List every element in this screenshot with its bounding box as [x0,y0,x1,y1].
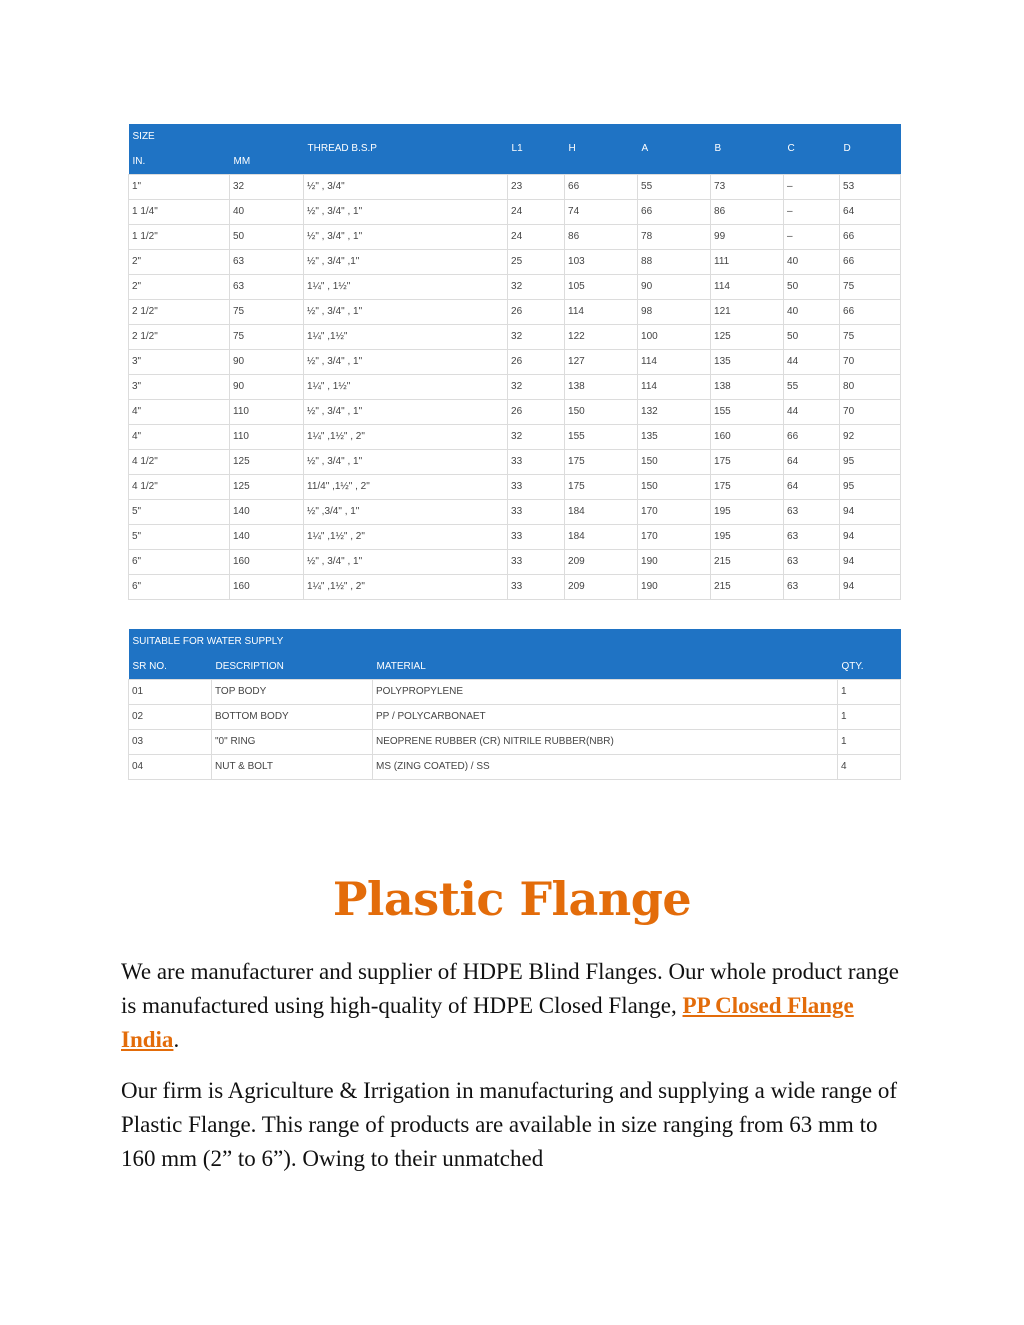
table-cell: ½" , 3/4" [304,174,508,199]
table-cell: 66 [638,199,711,224]
table-cell: 160 [711,424,784,449]
table-cell: POLYPROPYLENE [373,679,838,704]
table-cell: 23 [508,174,565,199]
table-cell: 4" [129,399,230,424]
table-cell: 114 [565,299,638,324]
table-cell: 4 1/2" [129,474,230,499]
table-cell: 63 [230,249,304,274]
table-cell: 170 [638,499,711,524]
table-cell: 26 [508,349,565,374]
table-cell: 90 [230,349,304,374]
table-cell: ½" ,3/4" , 1" [304,499,508,524]
table-cell: 1¼" ,1½" , 2" [304,424,508,449]
table-cell: 55 [784,374,840,399]
table-cell: ½" , 3/4" , 1" [304,449,508,474]
table-cell: 03 [129,729,212,754]
table-cell: ½" , 3/4" ,1" [304,249,508,274]
table-cell: 63 [784,574,840,599]
table-cell: 195 [711,524,784,549]
table-cell: 64 [784,449,840,474]
table-cell: 33 [508,499,565,524]
table-row [129,249,901,274]
table-cell: 95 [840,474,901,499]
table-cell: 209 [565,549,638,574]
table-cell: 55 [638,174,711,199]
flange-dimensions-table [128,124,901,600]
table-cell: 215 [711,549,784,574]
table-cell: BOTTOM BODY [212,704,373,729]
table-cell: 2 1/2" [129,299,230,324]
pp-closed-flange-link[interactable]: PP Closed Flange India [121,993,854,1052]
table-cell: 1 [838,704,901,729]
table-cell: 32 [230,174,304,199]
table-cell: 4 [838,754,901,779]
table-cell: 40 [230,199,304,224]
table-row [129,274,901,299]
table-cell: 138 [711,374,784,399]
table-row [129,374,901,399]
table-cell: 26 [508,299,565,324]
table-row [129,349,901,374]
table-row [129,704,901,729]
flange-parts-body [129,679,901,779]
table-cell: 5" [129,499,230,524]
d-header: D [840,124,901,174]
table-cell: 11/4" ,1½" , 2" [304,474,508,499]
table-cell: 94 [840,499,901,524]
table-cell: 32 [508,374,565,399]
table-cell: 78 [638,224,711,249]
table-cell: 110 [230,424,304,449]
table-cell: 94 [840,574,901,599]
table-cell: NUT & BOLT [212,754,373,779]
table-row [129,729,901,754]
table-cell: 32 [508,324,565,349]
table-cell: ½" , 3/4" , 1" [304,549,508,574]
table-cell: 80 [840,374,901,399]
table-cell: – [784,199,840,224]
table-row [129,549,901,574]
table-cell: 90 [638,274,711,299]
table-cell: – [784,224,840,249]
table-cell: 70 [840,399,901,424]
table-row [129,499,901,524]
table-cell: 63 [230,274,304,299]
table-cell: 184 [565,499,638,524]
table-cell: 160 [230,549,304,574]
table-cell: 24 [508,199,565,224]
table-cell: 1¼" ,1½" , 2" [304,574,508,599]
table-cell: 190 [638,549,711,574]
table-cell: 103 [565,249,638,274]
table-cell: 1 1/4" [129,199,230,224]
table-row [129,424,901,449]
table-cell: 2 1/2" [129,324,230,349]
table-row [129,399,901,424]
table-cell: 105 [565,274,638,299]
table-cell: 2" [129,249,230,274]
table-cell: 86 [711,199,784,224]
table-cell: 33 [508,549,565,574]
table-cell: 114 [638,349,711,374]
table-cell: 110 [230,399,304,424]
table-cell: NEOPRENE RUBBER (CR) NITRILE RUBBER(NBR) [373,729,838,754]
table-cell: 50 [784,274,840,299]
table-row [129,474,901,499]
table-cell: 3" [129,374,230,399]
table-cell: 33 [508,574,565,599]
description-header: DESCRIPTION [212,654,373,679]
table-cell: 170 [638,524,711,549]
table-cell: 6" [129,549,230,574]
table-cell: 40 [784,299,840,324]
table-cell: 74 [565,199,638,224]
intro-paragraph [121,955,911,1057]
table-cell: 175 [711,449,784,474]
table-cell: 1 [838,729,901,754]
table-cell: 66 [840,299,901,324]
table-cell: 195 [711,499,784,524]
l1-header: L1 [508,124,565,174]
table-row [129,679,901,704]
table-cell: 1¼" ,1½" [304,324,508,349]
table-row [129,324,901,349]
parts-caption: SUITABLE FOR WATER SUPPLY [129,629,901,654]
table-cell: 132 [638,399,711,424]
table-row [129,524,901,549]
table-cell: TOP BODY [212,679,373,704]
table-row [129,174,901,199]
table-cell: 64 [784,474,840,499]
table-row [129,299,901,324]
table-cell: 73 [711,174,784,199]
table-cell: – [784,174,840,199]
table-cell: 64 [840,199,901,224]
table-cell: 125 [230,474,304,499]
table-cell: 90 [230,374,304,399]
a-header: A [638,124,711,174]
table-cell: 135 [711,349,784,374]
table-cell: 66 [565,174,638,199]
table-cell: 66 [840,224,901,249]
table-cell: 01 [129,679,212,704]
table-cell: 95 [840,449,901,474]
table-cell: 100 [638,324,711,349]
table-cell: 155 [565,424,638,449]
table-cell: 1 1/2" [129,224,230,249]
table-cell: 1¼" , 1½" [304,274,508,299]
table-cell: 175 [565,449,638,474]
table-cell: 75 [840,274,901,299]
table-cell: 138 [565,374,638,399]
table-cell: 33 [508,449,565,474]
table-row [129,199,901,224]
size-header: SIZE [129,124,304,149]
table-cell: 66 [784,424,840,449]
table-cell: 1¼" , 1½" [304,374,508,399]
table-cell: ½" , 3/4" , 1" [304,299,508,324]
table-cell: 94 [840,524,901,549]
table-cell: ½" , 3/4" , 1" [304,199,508,224]
table-cell: 175 [565,474,638,499]
qty-header: QTY. [838,654,901,679]
table-cell: 94 [840,549,901,574]
table-cell: 33 [508,524,565,549]
table-cell: 125 [711,324,784,349]
table-cell: ½" , 3/4" , 1" [304,224,508,249]
intro-text: We are manufacturer and supplier of HDPE Blind Flanges. Our whole product range is manufactured using high-quality of HDPE Closed Flange, [121,959,900,1018]
table-cell: 02 [129,704,212,729]
table-cell: 150 [638,474,711,499]
table-cell: 2" [129,274,230,299]
table-cell: 111 [711,249,784,274]
table-cell: 150 [565,399,638,424]
table-cell: 175 [711,474,784,499]
table-cell: 50 [230,224,304,249]
table-cell: 24 [508,224,565,249]
sr-no-header: SR NO. [129,654,212,679]
table-cell: 114 [711,274,784,299]
table-cell: 209 [565,574,638,599]
table-cell: 6" [129,574,230,599]
mm-header: MM [230,149,304,174]
table-cell: 63 [784,549,840,574]
table-cell: 135 [638,424,711,449]
table-row [129,224,901,249]
table-cell: 190 [638,574,711,599]
table-cell: PP / POLYCARBONAET [373,704,838,729]
table-cell: 1 [838,679,901,704]
b-header: B [711,124,784,174]
table-cell: 50 [784,324,840,349]
table-cell: 63 [784,499,840,524]
flange-dimensions-body [129,174,901,599]
table-cell: 26 [508,399,565,424]
table-cell: 184 [565,524,638,549]
page-title: Plastic Flange [332,872,692,926]
table-cell: 127 [565,349,638,374]
table-cell: 121 [711,299,784,324]
table-cell: 140 [230,499,304,524]
table-cell: 4" [129,424,230,449]
table-row [129,754,901,779]
table-cell: 1" [129,174,230,199]
table-cell: 40 [784,249,840,274]
table-cell: "0" RING [212,729,373,754]
c-header: C [784,124,840,174]
table-cell: 32 [508,424,565,449]
table-row [129,574,901,599]
table-cell: 75 [230,299,304,324]
table-cell: 75 [230,324,304,349]
inch-header: IN. [129,149,230,174]
table-cell: 150 [638,449,711,474]
table-row [129,449,901,474]
table-cell: 53 [840,174,901,199]
table-cell: 4 1/2" [129,449,230,474]
h-header: H [565,124,638,174]
table-cell: ½" , 3/4" , 1" [304,399,508,424]
table-cell: 114 [638,374,711,399]
table-cell: 125 [230,449,304,474]
material-header: MATERIAL [373,654,838,679]
table-cell: 122 [565,324,638,349]
table-cell: 44 [784,349,840,374]
table-cell: 75 [840,324,901,349]
description-paragraph: Our firm is Agriculture & Irrigation in manufacturing and supplying a wide range of Plastic Flange. This range of products are available in size ranging from 63 mm to 160 mm (2” to 6”). Owing to their unmatched [121,1078,898,1171]
table-cell: 92 [840,424,901,449]
table-cell: 3" [129,349,230,374]
table-cell: 215 [711,574,784,599]
table-cell: 98 [638,299,711,324]
table-cell: 88 [638,249,711,274]
intro-end: . [173,1027,180,1052]
table-cell: 25 [508,249,565,274]
table-cell: 86 [565,224,638,249]
table-cell: 155 [711,399,784,424]
table-cell: 44 [784,399,840,424]
table-cell: 140 [230,524,304,549]
table-cell: 1¼" ,1½" , 2" [304,524,508,549]
table-cell: 66 [840,249,901,274]
table-cell: 04 [129,754,212,779]
table-cell: 63 [784,524,840,549]
table-cell: 70 [840,349,901,374]
table-cell: 32 [508,274,565,299]
thread-header: THREAD B.S.P [304,124,508,174]
table-cell: ½" , 3/4" , 1" [304,349,508,374]
table-cell: 99 [711,224,784,249]
table-cell: 5" [129,524,230,549]
table-cell: 33 [508,474,565,499]
table-cell: 160 [230,574,304,599]
table-cell: MS (ZING COATED) / SS [373,754,838,779]
flange-parts-table [128,629,901,780]
